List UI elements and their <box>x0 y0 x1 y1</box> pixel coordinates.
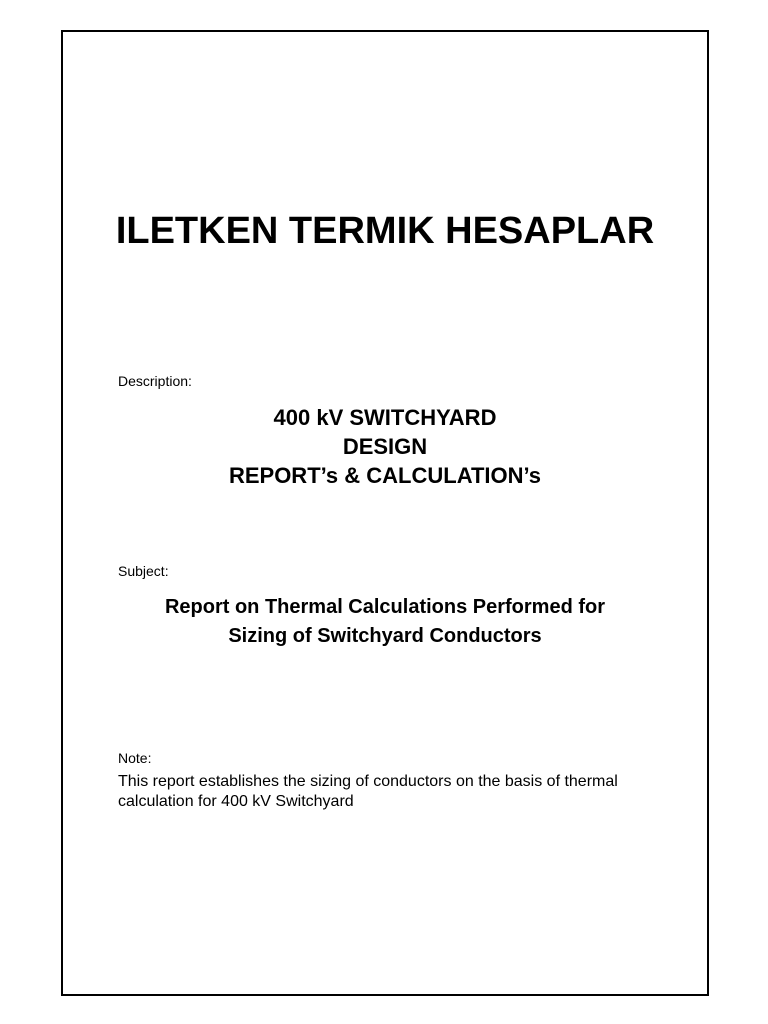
note-label: Note: <box>118 750 152 766</box>
description-line: DESIGN <box>342 434 428 459</box>
note-line: calculation for 400 kV Switchyard <box>118 793 354 810</box>
subject-line: Report on Thermal Calculations Performed for <box>164 596 606 618</box>
document-page <box>61 30 709 996</box>
note-text <box>118 772 688 812</box>
description-text <box>63 403 707 490</box>
description-line: 400 kV SWITCHYARD <box>273 405 497 430</box>
note-line: This report establishes the sizing of conductors on the basis of thermal <box>118 773 618 790</box>
subject-text <box>63 593 707 650</box>
document-title: ILETKEN TERMIK HESAPLAR <box>115 210 655 252</box>
description-line: REPORT’s & CALCULATION’s <box>228 463 542 488</box>
subject-line: Sizing of Switchyard Conductors <box>228 624 542 647</box>
subject-label: Subject: <box>118 563 169 579</box>
description-label: Description: <box>118 373 192 389</box>
